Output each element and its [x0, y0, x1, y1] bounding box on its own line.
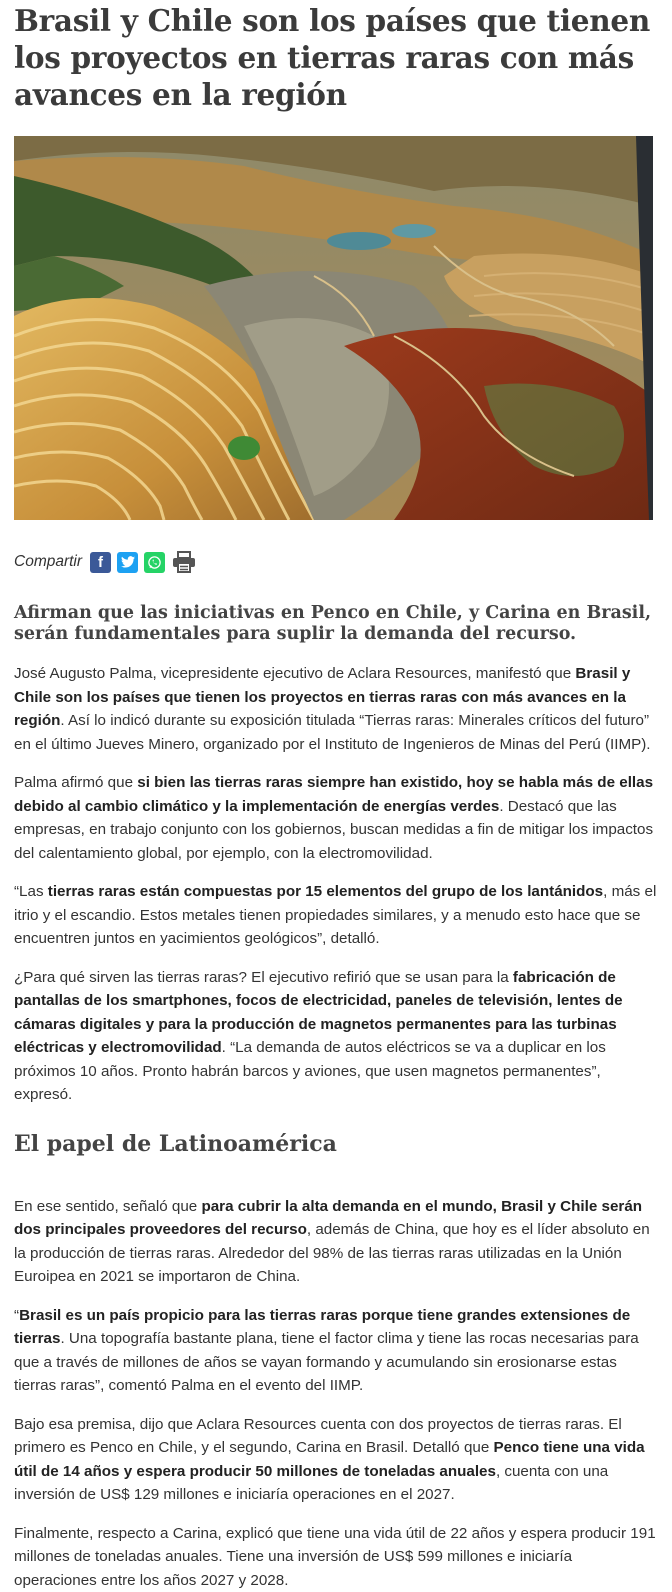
facebook-icon: f — [98, 554, 103, 571]
whatsapp-share-button[interactable] — [144, 552, 165, 573]
paragraph-6: “Brasil es un país propicio para las tierras raras porque tiene grandes extensiones de tierras. Una topografía bastante plana, tiene el factor clima y tiene las rocas necesarias para que a través de millones de años se vayan formando y acumulando sin erosionarse estas tierras raras”, comentó Palma en el evento del IIMP. — [14, 1304, 658, 1398]
paragraph-4: ¿Para qué sirven las tierras raras? El ejecutivo refirió que se usan para la fabricación de pantallas de los smartphones, focos de electricidad, paneles de televisión, lentes de cámaras digitales y para la producción de magnetos permanentes para las turbinas eléctricas y electromovilidad. “La demanda de autos eléctricos se va a duplicar en los próximos 10 años. Pronto habrán barcos y aviones, que usen magnetos permanentes”, expresó. — [14, 966, 658, 1107]
whatsapp-icon — [147, 555, 162, 570]
paragraph-1: José Augusto Palma, vicepresidente ejecutivo de Aclara Resources, manifestó que Brasil y Chile son los países que tienen los proyectos en tierras raras con más avances en la región. Así lo indicó durante su exposición titulada “Tierras raras: Minerales críticos del futuro” en el último Jueves Minero, organizado por el Instituto de Ingenieros de Minas del Perú (IIMP). — [14, 662, 658, 756]
share-bar — [14, 547, 658, 577]
paragraph-3: “Las tierras raras están compuestas por 15 elementos del grupo de los lantánidos, más el itrio y el escandio. Estos metales tienen propiedades similares, y a menudo esto hace que se encuentren juntos en yacimientos geológicos”, detalló. — [14, 880, 658, 951]
paragraph-2: Palma afirmó que si bien las tierras raras siempre han existido, hoy se habla más de ellas debido al cambio climático y la implementación de energías verdes. Destacó que las empresas, en trabajo conjunto con los gobiernos, buscan medidas a fin de mitigar los impactos del calentamiento global, por ejemplo, con la electromovilidad. — [14, 771, 658, 865]
paragraph-5: En ese sentido, señaló que para cubrir la alta demanda en el mundo, Brasil y Chile serán dos principales proveedores del recurso, además de China, que hoy es el líder absoluto en la producción de tierras raras. Alrededor del 98% de las tierras raras utilizadas en la Unión Euroipea en 2021 se importaron de China. — [14, 1195, 658, 1289]
article-title: Brasil y Chile son los países que tienen los proyectos en tierras raras con más avances en la región — [14, 0, 658, 113]
twitter-icon — [121, 556, 135, 568]
section-heading: El papel de Latinoamérica — [14, 1129, 658, 1159]
printer-icon — [172, 551, 196, 573]
twitter-share-button[interactable] — [117, 552, 138, 573]
print-button[interactable] — [171, 552, 197, 573]
facebook-share-button[interactable] — [90, 552, 111, 573]
hero-image-open-pit-mine — [14, 136, 653, 520]
paragraph-8: Finalmente, respecto a Carina, explicó que tiene una vida útil de 22 años y espera producir 191 millones de toneladas anuales. Tiene una inversión de US$ 599 millones e iniciaría operaciones entre los años 2027 y 2028. — [14, 1522, 658, 1592]
paragraph-7: Bajo esa premisa, dijo que Aclara Resources cuenta con dos proyectos de tierras raras. El primero es Penco en Chile, y el segundo, Carina en Brasil. Detalló que Penco tiene una vida útil de 14 años y espera producir 50 millones de toneladas anuales, cuenta con una inversión de US$ 129 millones e iniciaría operaciones en el 2027. — [14, 1413, 658, 1507]
article-lead: Afirman que las iniciativas en Penco en Chile, y Carina en Brasil, serán fundamentales para suplir la demanda del recurso. — [14, 603, 658, 645]
share-label: Compartir — [14, 553, 82, 571]
